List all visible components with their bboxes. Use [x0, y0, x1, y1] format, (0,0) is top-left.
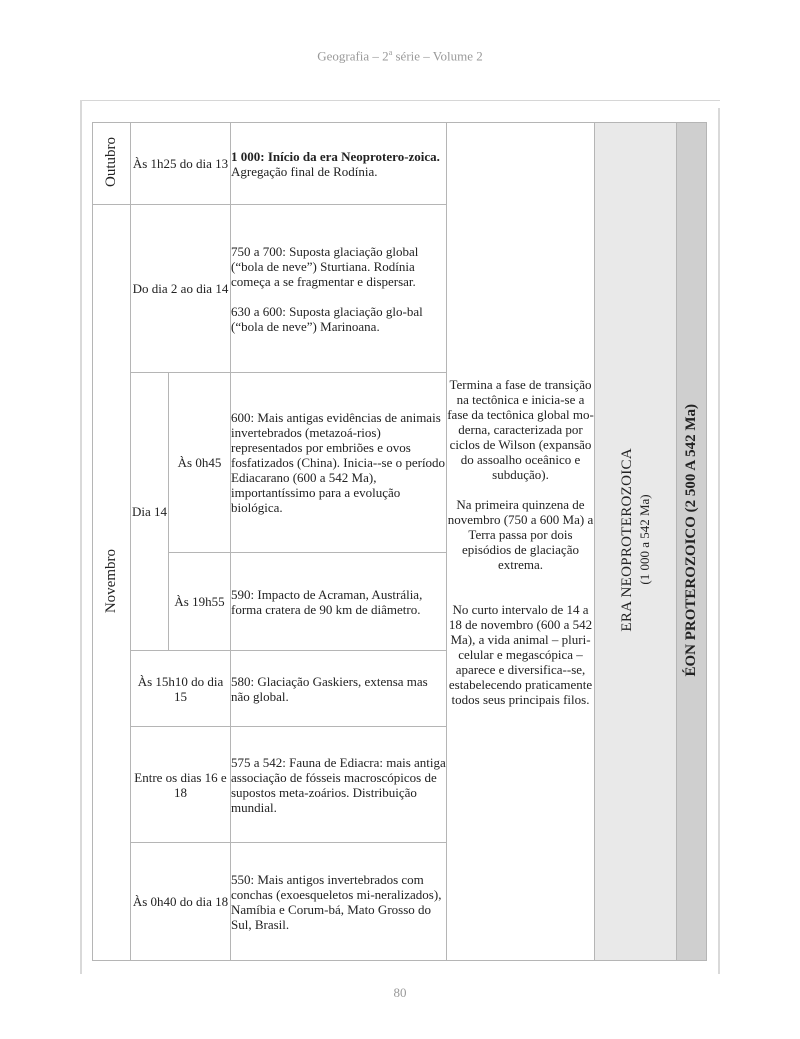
era-label	[619, 448, 653, 632]
event-text: Agregação final de Rodínia.	[231, 163, 378, 179]
era-cell	[595, 123, 677, 961]
eon-label: ÉON PROTEROZOICO (2 500 A 542 Ma)	[683, 403, 699, 677]
eon-cell	[677, 123, 707, 961]
event-cell: 590: Impacto de Acraman, Austrália, forma cratera de 90 km de diâmetro.	[231, 553, 447, 651]
month-cell-october	[93, 123, 131, 205]
time-cell: Às 0h45	[169, 373, 231, 553]
era-range: (1 000 a 542 Ma)	[636, 494, 652, 586]
event-cell	[231, 205, 447, 373]
right-edge-line	[718, 108, 720, 974]
event-text: 750 a 700: Suposta glaciação global (“bola de neve”) Sturtiana. Rodínia começa a se fragmentar e dispersar.	[231, 243, 419, 289]
event-cell: 575 a 542: Fauna de Ediacra: mais antiga associação de fósseis macroscópicos de supostos meta-zoários. Distribuição mundial.	[231, 727, 447, 843]
time-cell: Às 1h25 do dia 13	[131, 123, 231, 205]
geologic-timeline-table	[92, 122, 707, 961]
event-text-2: 630 a 600: Suposta glaciação glo-bal (“bola de neve”) Marinoana.	[231, 303, 423, 334]
time-cell: Às 0h40 do dia 18	[131, 843, 231, 961]
running-head-superscript: a	[388, 48, 393, 57]
era-name: ERA NEOPROTEROZOICA	[618, 448, 635, 632]
top-rule	[80, 100, 720, 101]
event-bold-text: 1 000: Início da era Neoprotero-zoica.	[231, 148, 440, 164]
time-cell: Do dia 2 ao dia 14	[131, 205, 231, 373]
page-number: 80	[393, 985, 407, 1000]
event-cell	[231, 123, 447, 205]
note-paragraph-1: Termina a fase de transição na tectônica e inicia-se a fase da tectônica global mo-derna, caracterizada por ciclos de Wilson (expansão do assoalho oceânico e subdução).	[447, 376, 594, 482]
event-cell: 580: Glaciação Gaskiers, extensa mas não global.	[231, 651, 447, 727]
running-head	[0, 48, 800, 64]
note-paragraph-3: No curto intervalo de 14 a 18 de novembro (600 a 542 Ma), a vida animal – pluri-celular e megascópica – aparece e diversifica--se, estabelecendo praticamente todos seus principais filos.	[448, 601, 593, 707]
table-row	[93, 123, 707, 205]
event-cell: 600: Mais antigas evidências de animais invertebrados (metazoá-rios) representados por embriões e ovos fosfatizados (China). Inicia--se o período Ediacarano (600 a 542 Ma), importantíssimo para a evolução biológica.	[231, 373, 447, 553]
month-label-october: Outubro	[103, 137, 119, 187]
day-cell: Dia 14	[131, 373, 169, 651]
running-head-pre: Geografia – 2	[317, 48, 389, 64]
time-cell: Às 15h10 do dia 15	[131, 651, 231, 727]
note-paragraph-2: Na primeira quinzena de novembro (750 a 600 Ma) a Terra passa por dois episódios de glaciação extrema.	[447, 496, 594, 572]
notes-cell	[447, 123, 595, 961]
event-cell: 550: Mais antigos invertebrados com conchas (exoesqueletos mi-neralizados), Namíbia e Corum-bá, Mato Grosso do Sul, Brasil.	[231, 843, 447, 961]
running-head-post: série – Volume 2	[392, 48, 483, 64]
time-cell: Entre os dias 16 e 18	[131, 727, 231, 843]
time-cell: Às 19h55	[169, 553, 231, 651]
month-label-november: Novembro	[103, 548, 119, 614]
left-edge-line	[80, 100, 82, 974]
month-cell-november	[93, 205, 131, 961]
